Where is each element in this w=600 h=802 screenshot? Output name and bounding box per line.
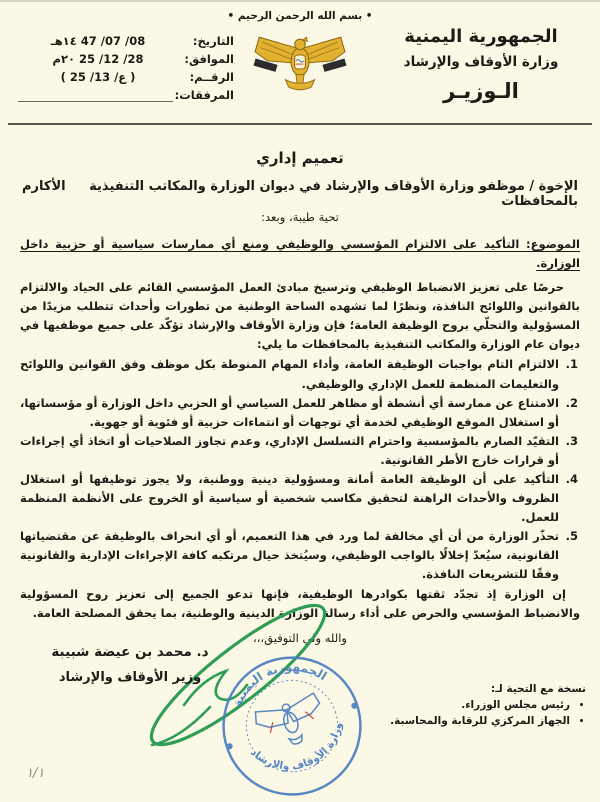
attachments-row xyxy=(18,88,234,102)
yemen-eagle-emblem-icon xyxy=(251,22,349,98)
republic-name: الجمهورية اليمنية xyxy=(404,26,558,47)
reference-number-value: ( ع/ 13/ 25 ) xyxy=(60,70,136,84)
page-number: ١/١ xyxy=(26,766,45,781)
signer-title: وزير الأوقاف والإرشاد xyxy=(58,670,202,685)
attachments-blank-line xyxy=(18,88,173,102)
list-item-text: الالتزام التام بواجبات الوظيفة العامة، وأداء المهام المنوطة بكل موظف وفق القوانين واللوائح والتعليمات المنظمة للعمل الإداري والوظيفي. xyxy=(20,357,559,391)
stamp-top-text: الجمهورية اليمنية xyxy=(229,659,330,709)
list-item-number: 1. xyxy=(565,357,578,372)
list-item xyxy=(20,355,580,393)
addressee-honorific: الأكارم xyxy=(22,179,66,194)
bismillah-calligraphy: • بسم الله الرحمن الرحيم • xyxy=(215,10,385,22)
directives-list xyxy=(20,355,580,584)
closing-paragraph: إن الوزارة إذ تجدّد ثقتها بكوادرها الوظيفية، فإنها تدعو الجميع إلى تعزيز روح المسؤولية والانضباط المؤسسي والحرص على أداء رسالة الوزارة الدينية والوطنية، بما يحقق المصلحة العامة. xyxy=(20,587,580,621)
list-item xyxy=(20,394,580,432)
intro-paragraph: حرصًا على تعزيز الانضباط الوظيفي وترسيخ مبادئ العمل المؤسسي القائم على الحياد والالتزام بالقوانين واللوائح النافذة، ونظرًا لما تشهده الساحة الوطنية من تطورات وأحداث تتطلب مزيدًا من المسؤولية والتحلّي بروح الوظيفة العامة؛ فإن وزارة الأوقاف والإرشاد تؤكّد على جميع موظفيها في ديوان عام الوزارة والمكاتب التنفيذية بالمحافظات ما يلي: xyxy=(20,280,580,352)
attachments-label: المرفقات: xyxy=(174,88,234,102)
list-item-number: 5. xyxy=(565,529,578,544)
cc-item: • الجهاز المركزي للرقابة والمحاسبة. xyxy=(378,715,570,727)
list-item-text: تحذّر الوزارة من أن أي مخالفة لما ورد في هذا التعميم، أو أي انحراف بالوظيفة عن مقتضياتها القانونية، سيُعدّ إخلالًا بالواجب الوظيفي، وسيُتخذ حيال مرتكبه كافة الإجراءات الإدارية والقانونية وفقًا للتشريعات النافذة. xyxy=(20,529,559,582)
date-value: 08/ 07/ 47 ١٤هـ xyxy=(50,34,146,48)
letterhead-emblem-block xyxy=(215,10,385,102)
subject-line: الموضوع: التأكيد على الالتزام المؤسسي والوظيفي ومنع أي ممارسات سياسية أو حزبية داخل الوزارة. xyxy=(20,237,580,271)
list-item-number: 4. xyxy=(565,471,578,486)
cc-block xyxy=(378,683,586,731)
addressee-line xyxy=(22,179,578,209)
addressee-text: الإخوة / موظفو وزارة الأوقاف والإرشاد في ديوان الوزارة والمكاتب التنفيذية بالمحافظات xyxy=(89,179,578,209)
list-item-number: 2. xyxy=(565,395,578,410)
ministry-name: وزارة الأوقاف والإرشاد xyxy=(403,54,559,70)
date-label: التاريخ: xyxy=(192,34,234,48)
header-divider xyxy=(8,123,592,125)
official-stamp xyxy=(216,650,368,802)
cc-heading: نسخة مع التحية لـ: xyxy=(491,683,586,695)
list-item-text: التقيّد الصارم بالمؤسسية واحترام التسلسل الإداري، وعدم تجاوز الصلاحيات أو اتخاذ أي إجراءات أو قرارات خارج الأطر القانونية. xyxy=(20,433,559,467)
office-title: الـوزيـر xyxy=(443,79,519,103)
list-item-number: 3. xyxy=(565,433,578,448)
reference-number-label: الرقــم: xyxy=(189,70,234,84)
document-title: تعميم إداري xyxy=(256,149,344,167)
signer-name: د. محمد بن عيضة شبيبة xyxy=(51,644,209,660)
corresponding-value: 28/ 12/ 25 ٢٠م xyxy=(52,52,144,66)
list-item-text: الامتناع عن ممارسة أي أنشطة أو مظاهر للعمل السياسي أو الحزبي داخل الوزارة أو مؤسساتها، أو استغلال الموقع الوظيفي لخدمة أي توجهات أو انتماءات حزبية أو فئوية أو جهوية. xyxy=(20,395,559,429)
list-item xyxy=(20,527,580,584)
signature-block xyxy=(26,644,234,685)
corresponding-date-row xyxy=(18,52,234,66)
date-row xyxy=(18,34,234,48)
list-item-text: التأكيد على أن الوظيفة العامة أمانة ومسؤولية دينية ووطنية، ولا يجوز توظيفها أو استغلال الظروف والأحداث الراهنة لتحقيق مكاسب شخصية أو سياسية أو الخروج على الأنظمة المنظمة للعمل. xyxy=(20,471,559,525)
corresponding-label: الموافق: xyxy=(184,52,234,66)
letterhead-ministry-block xyxy=(376,26,586,103)
stamp-emblem-icon xyxy=(253,692,330,754)
closing-prayer: والله ولي التوفيق،،، xyxy=(253,630,347,645)
salutation: تحية طيبة، وبعد: xyxy=(261,210,339,224)
cc-list xyxy=(378,699,586,727)
stamp-bottom-text: وزارة الأوقاف والارشاد xyxy=(248,721,345,773)
cc-item: • رئيس مجلس الوزراء. xyxy=(378,699,570,711)
list-item xyxy=(20,470,580,527)
letterhead-reference-block xyxy=(18,34,234,106)
reference-number-row xyxy=(18,70,234,84)
list-item xyxy=(20,432,580,470)
